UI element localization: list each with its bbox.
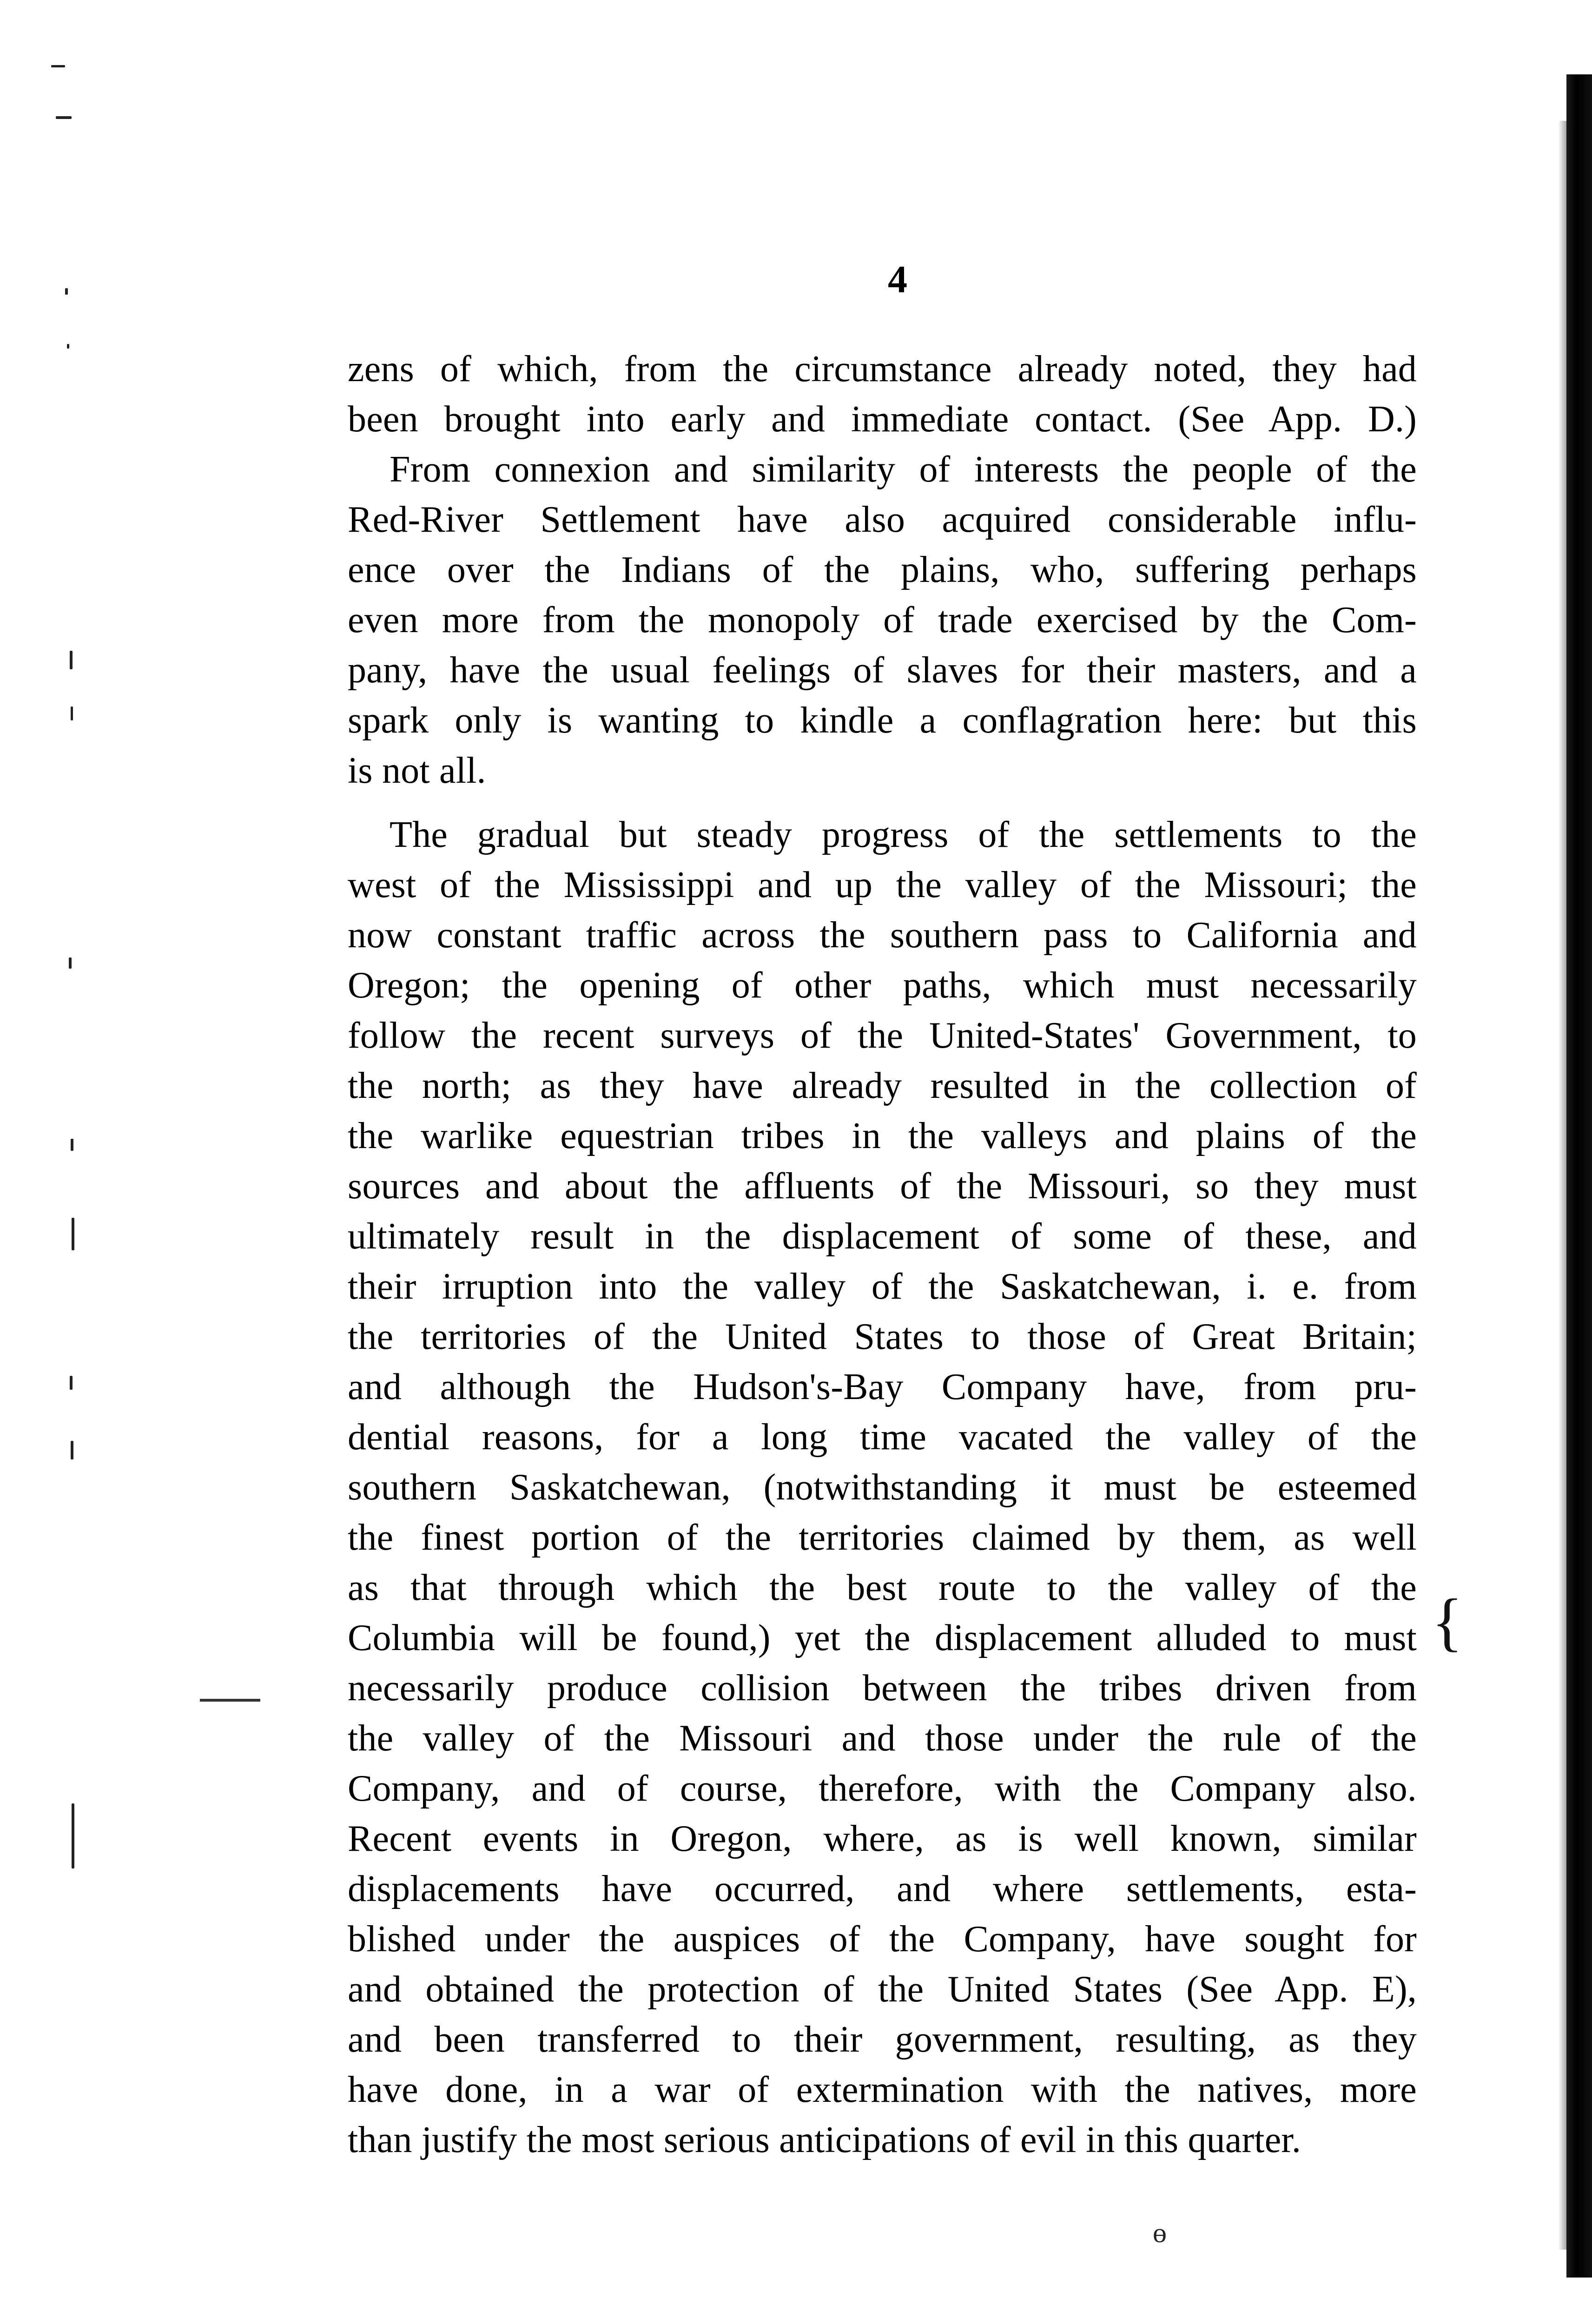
body-text — [348, 344, 1417, 2165]
text-line: the north; as they have already resulted in the collection of — [348, 1065, 1417, 1106]
binding-edge — [1566, 74, 1592, 2278]
ink-mark: ɵ — [1153, 2218, 1167, 2248]
margin-brace: { — [1432, 1586, 1463, 1658]
text-line: as that through which the best route to the valley of the — [348, 1567, 1417, 1608]
text-line: the finest portion of the territories claimed by them, as well — [348, 1517, 1417, 1558]
text-line: Oregon; the opening of other paths, which must necessarily — [348, 965, 1417, 1006]
text-line: than justify the most serious anticipations of evil in this quarter. — [348, 2119, 1301, 2160]
binding-shadow — [1558, 121, 1566, 2250]
text-line: have done, in a war of extermination with the natives, more — [348, 2069, 1417, 2110]
text-line: ultimately result in the displacement of some of these, and — [348, 1216, 1417, 1257]
text-line: blished under the auspices of the Company, have sought for — [348, 1919, 1417, 1960]
text-line: zens of which, from the circumstance already noted, they had — [348, 349, 1417, 390]
text-line: is not all. — [348, 750, 486, 791]
text-line: west of the Mississippi and up the valley of the Missouri; the — [348, 865, 1417, 905]
text-line: pany, have the usual feelings of slaves for their masters, and a — [348, 650, 1417, 691]
page-number: 4 — [888, 258, 907, 301]
text-line: displacements have occurred, and where settlements, esta- — [348, 1868, 1417, 1909]
text-line: and obtained the protection of the United States (See App. E), — [348, 1969, 1417, 2010]
text-line: sources and about the affluents of the Missouri, so they must — [348, 1166, 1417, 1207]
text-line: The gradual but steady progress of the settlements to the — [390, 814, 1417, 855]
text-line: been brought into early and immediate contact. (See App. D.) — [348, 399, 1417, 440]
text-line: Recent events in Oregon, where, as is well known, similar — [348, 1818, 1417, 1859]
text-line: their irruption into the valley of the Saskatchewan, i. e. from — [348, 1266, 1417, 1307]
text-line: southern Saskatchewan, (notwithstanding it must be esteemed — [348, 1467, 1417, 1508]
text-line: Red-River Settlement have also acquired considerable influ- — [348, 499, 1417, 540]
text-line: Columbia will be found,) yet the displacement alluded to must — [348, 1618, 1417, 1658]
text-line: spark only is wanting to kindle a conflagration here: but this — [348, 700, 1417, 741]
text-line: ence over the Indians of the plains, who, suffering perhaps — [348, 549, 1417, 590]
text-line: even more from the monopoly of trade exercised by the Com- — [348, 600, 1417, 640]
text-line: the territories of the United States to those of Great Britain; — [348, 1316, 1417, 1357]
margin-specks — [37, 46, 74, 1906]
text-line: From connexion and similarity of interests the people of the — [390, 449, 1417, 490]
text-line: now constant traffic across the southern pass to California and — [348, 915, 1417, 956]
text-line: follow the recent surveys of the United-States' Government, to — [348, 1015, 1417, 1056]
text-line: dential reasons, for a long time vacated the valley of the — [348, 1417, 1417, 1458]
text-line: necessarily produce collision between the tribes driven from — [348, 1668, 1417, 1709]
text-line: the valley of the Missouri and those under the rule of the — [348, 1718, 1417, 1759]
margin-dash — [200, 1699, 260, 1702]
text-line: Company, and of course, therefore, with the Company also. — [348, 1768, 1417, 1809]
text-line: and been transferred to their government, resulting, as they — [348, 2019, 1417, 2060]
text-line: the warlike equestrian tribes in the valleys and plains of the — [348, 1116, 1417, 1156]
text-line: and although the Hudson's-Bay Company have, from pru- — [348, 1367, 1417, 1407]
